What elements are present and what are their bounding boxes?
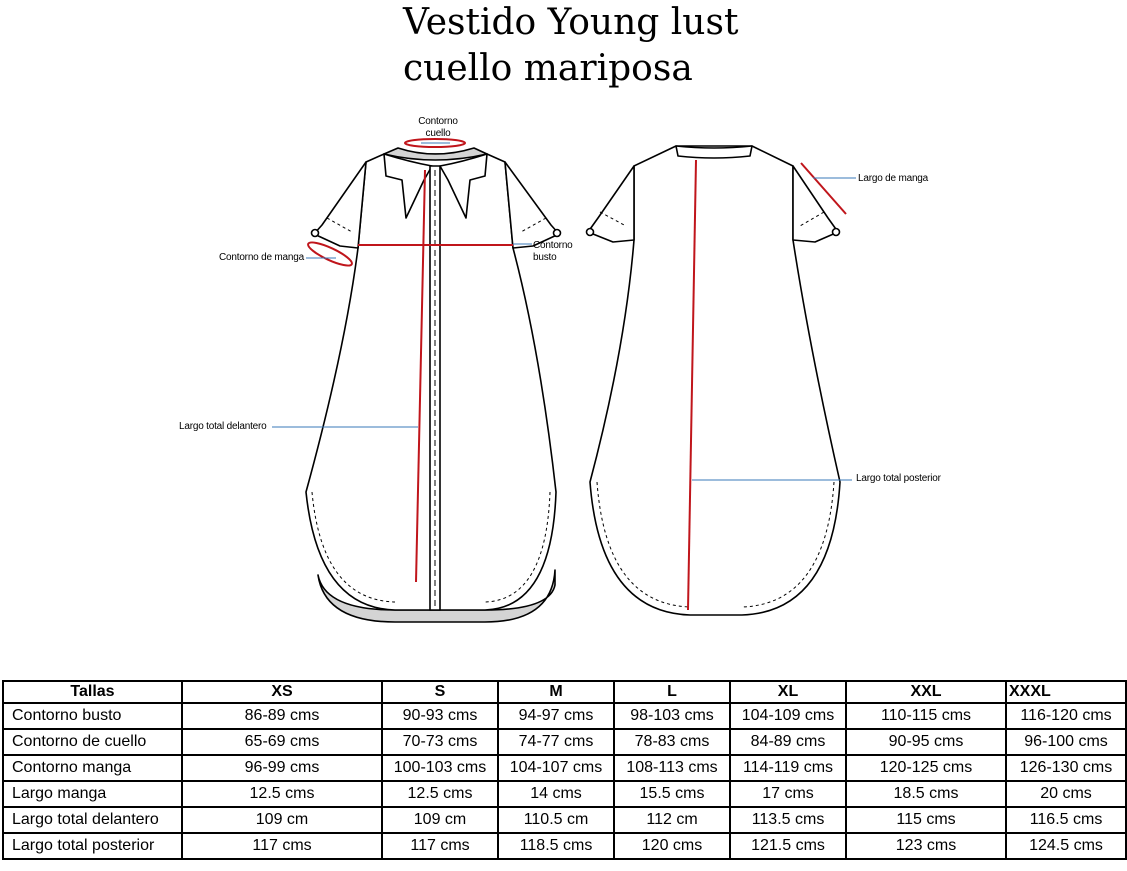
- table-cell: 109 cm: [382, 807, 498, 833]
- table-cell: 18.5 cms: [846, 781, 1006, 807]
- header-l: L: [614, 681, 730, 703]
- header-tallas: Tallas: [3, 681, 182, 703]
- table-row: [3, 781, 1126, 807]
- table-cell: 110-115 cms: [846, 703, 1006, 729]
- front-view-drawing: [306, 148, 561, 622]
- table-row: [3, 755, 1126, 781]
- back-collar-band: [676, 146, 752, 158]
- size-chart-table: [2, 680, 1127, 860]
- table-cell: 121.5 cms: [730, 833, 846, 859]
- table-cell: 94-97 cms: [498, 703, 614, 729]
- row-label: Contorno manga: [3, 755, 182, 781]
- table-cell: 84-89 cms: [730, 729, 846, 755]
- table-cell: 65-69 cms: [182, 729, 382, 755]
- table-row: [3, 833, 1126, 859]
- row-label: Contorno busto: [3, 703, 182, 729]
- title-line-2: cuello mariposa: [403, 48, 693, 89]
- table-cell: 123 cms: [846, 833, 1006, 859]
- table-cell: 96-100 cms: [1006, 729, 1126, 755]
- label-largo-de-manga: Largo de manga: [858, 173, 929, 184]
- label-largo-total-delantero: Largo total delantero: [179, 421, 267, 432]
- header-s: S: [382, 681, 498, 703]
- table-row: [3, 703, 1126, 729]
- table-cell: 108-113 cms: [614, 755, 730, 781]
- table-cell: 12.5 cms: [182, 781, 382, 807]
- front-left-sleeve: [314, 162, 366, 248]
- table-cell: 90-95 cms: [846, 729, 1006, 755]
- table-cell: 12.5 cms: [382, 781, 498, 807]
- size-header-row: [3, 681, 1126, 703]
- table-cell: 104-107 cms: [498, 755, 614, 781]
- table-cell: 98-103 cms: [614, 703, 730, 729]
- row-label: Largo total delantero: [3, 807, 182, 833]
- label-contorno-cuello: Contorno cuello: [418, 116, 458, 139]
- row-label: Largo manga: [3, 781, 182, 807]
- label-largo-total-posterior: Largo total posterior: [856, 473, 941, 484]
- row-label: Contorno de cuello: [3, 729, 182, 755]
- table-cell: 15.5 cms: [614, 781, 730, 807]
- header-m: M: [498, 681, 614, 703]
- table-cell: 20 cms: [1006, 781, 1126, 807]
- table-cell: 110.5 cm: [498, 807, 614, 833]
- table-cell: 126-130 cms: [1006, 755, 1126, 781]
- table-cell: 100-103 cms: [382, 755, 498, 781]
- table-cell: 116-120 cms: [1006, 703, 1126, 729]
- front-right-sleeve: [505, 162, 559, 248]
- table-cell: 116.5 cms: [1006, 807, 1126, 833]
- table-cell: 96-99 cms: [182, 755, 382, 781]
- row-label: Largo total posterior: [3, 833, 182, 859]
- table-cell: 104-109 cms: [730, 703, 846, 729]
- table-cell: 17 cms: [730, 781, 846, 807]
- table-cell: 120 cms: [614, 833, 730, 859]
- header-xl: XL: [730, 681, 846, 703]
- back-right-sleeve: [793, 166, 838, 242]
- header-xxxl: XXXL: [1006, 681, 1126, 703]
- table-cell: 113.5 cms: [730, 807, 846, 833]
- table-row: [3, 729, 1126, 755]
- back-left-sleeve: [588, 166, 634, 242]
- table-cell: 70-73 cms: [382, 729, 498, 755]
- table-cell: 86-89 cms: [182, 703, 382, 729]
- label-contorno-busto: Contorno busto: [533, 240, 573, 263]
- table-cell: 109 cm: [182, 807, 382, 833]
- table-cell: 112 cm: [614, 807, 730, 833]
- header-xxl: XXL: [846, 681, 1006, 703]
- table-cell: 124.5 cms: [1006, 833, 1126, 859]
- table-cell: 14 cms: [498, 781, 614, 807]
- table-cell: 74-77 cms: [498, 729, 614, 755]
- title-line-1: Vestido Young lust: [403, 2, 739, 43]
- label-contorno-manga: Contorno de manga: [219, 252, 304, 263]
- table-row: [3, 807, 1126, 833]
- table-cell: 78-83 cms: [614, 729, 730, 755]
- table-cell: 115 cms: [846, 807, 1006, 833]
- back-view-drawing: [587, 146, 841, 615]
- table-cell: 117 cms: [382, 833, 498, 859]
- table-cell: 90-93 cms: [382, 703, 498, 729]
- table-cell: 120-125 cms: [846, 755, 1006, 781]
- header-xs: XS: [182, 681, 382, 703]
- table-cell: 117 cms: [182, 833, 382, 859]
- table-cell: 114-119 cms: [730, 755, 846, 781]
- table-cell: 118.5 cms: [498, 833, 614, 859]
